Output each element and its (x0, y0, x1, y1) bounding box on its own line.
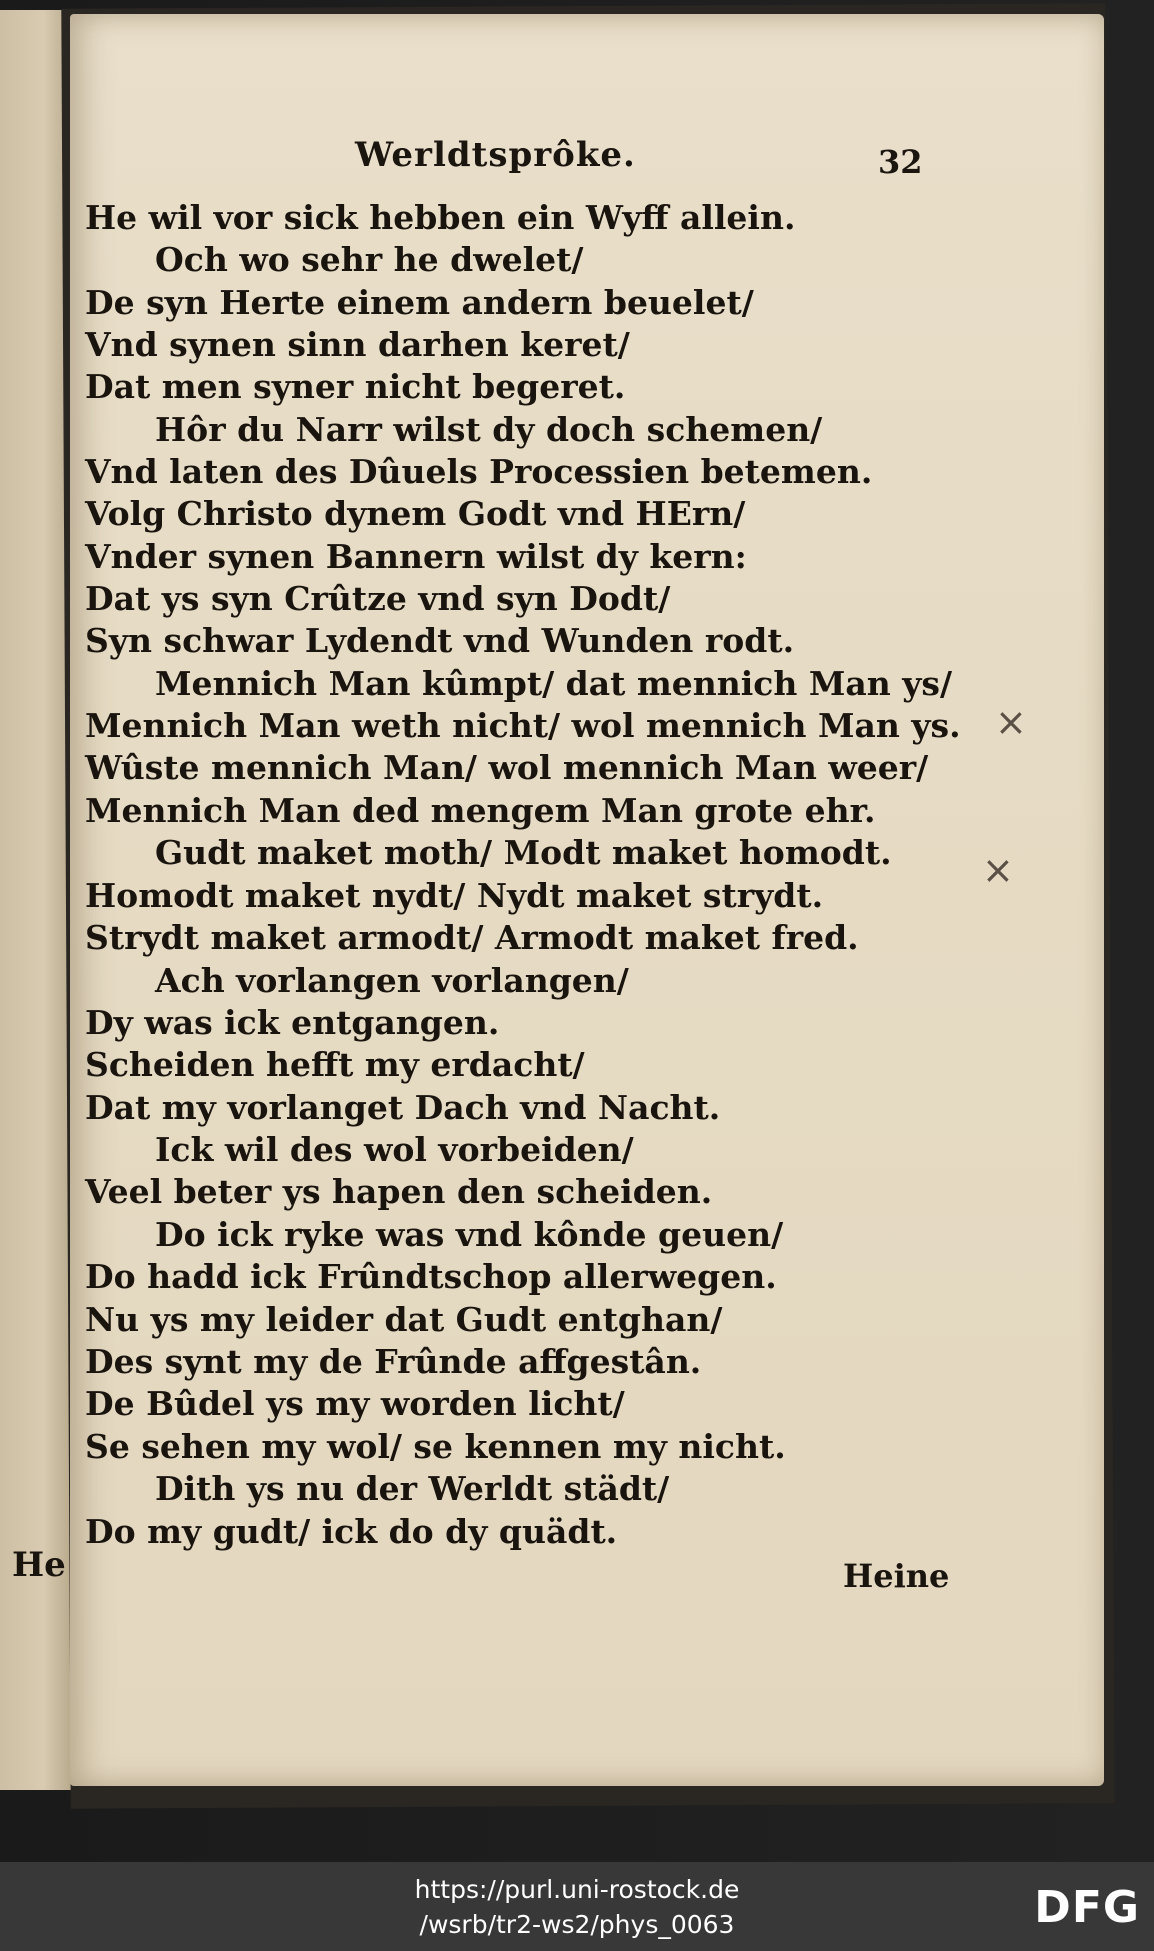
text-line: De syn Herte einem andern beuelet/ (85, 283, 754, 322)
text-line: Dith ys nu der Werldt städt/ (155, 1469, 670, 1508)
text-line: Des synt my de Frûnde affgestân. (85, 1342, 702, 1381)
text-line: Strydt maket armodt/ Armodt maket fred. (85, 918, 859, 957)
text-line: Vnd synen sinn darhen keret/ (85, 325, 630, 364)
text-line: Do ick ryke was vnd kônde geuen/ (155, 1215, 784, 1254)
text-line: Vnder synen Bannern wilst dy kern: (85, 537, 747, 576)
permalink-line-2[interactable]: /wsrb/tr2-ws2/phys_0063 (419, 1910, 735, 1939)
margin-mark: × (982, 848, 1014, 892)
permalink-line-1[interactable]: https://purl.uni-rostock.de (414, 1875, 740, 1904)
text-line: Mennich Man weth nicht/ wol mennich Man ys. (85, 706, 961, 745)
text-line: Scheiden hefft my erdacht/ (85, 1045, 585, 1084)
text-line: Dy was ick entgangen. (85, 1003, 500, 1042)
text-line: Dat men syner nicht begeret. (85, 367, 626, 406)
text-line: Nu ys my leider dat Gudt entghan/ (85, 1300, 723, 1339)
text-line: Ach vorlangen vorlangen/ (155, 961, 629, 1000)
text-line: Se sehen my wol/ se kennen my nicht. (85, 1427, 786, 1466)
catchword: Heine (843, 1557, 950, 1595)
permalink[interactable] (0, 1872, 1154, 1942)
text-line: Gudt maket moth/ Modt maket homodt. (155, 833, 892, 872)
text-line: De Bûdel ys my worden licht/ (85, 1384, 625, 1423)
text-line: Veel beter ys hapen den scheiden. (85, 1172, 713, 1211)
text-line: Do my gudt/ ick do dy quädt. (85, 1512, 618, 1551)
text-line: Dat ys syn Crûtze vnd syn Dodt/ (85, 579, 671, 618)
running-head: Werldtsprôke. (355, 135, 636, 175)
text-line: Syn schwar Lydendt vnd Wunden rodt. (85, 621, 795, 660)
dfg-logo: DFG (1034, 1882, 1140, 1933)
page-number: 32 (878, 143, 923, 181)
text-line: Dat my vorlanget Dach vnd Nacht. (85, 1088, 721, 1127)
text-line: Wûste mennich Man/ wol mennich Man weer/ (85, 748, 929, 787)
text-line: Ick wil des wol vorbeiden/ (155, 1130, 634, 1169)
text-line: He wil vor sick hebben ein Wyff allein. (85, 198, 796, 237)
text-line: Vnd laten des Dûuels Processien betemen. (85, 452, 873, 491)
text-line: Mennich Man ded mengem Man grote ehr. (85, 791, 876, 830)
text-line: Hôr du Narr wilst dy doch schemen/ (155, 410, 823, 449)
text-line: Volg Christo dynem Godt vnd HErn/ (85, 494, 746, 533)
text-line: Do hadd ick Frûndtschop allerwegen. (85, 1257, 777, 1296)
text-line: Mennich Man kûmpt/ dat mennich Man ys/ (155, 664, 953, 703)
text-line: Homodt maket nydt/ Nydt maket strydt. (85, 876, 824, 915)
text-line: Och wo sehr he dwelet/ (155, 240, 584, 279)
margin-mark: × (995, 700, 1027, 744)
left-page-fragment: He (12, 1545, 66, 1585)
footer-bar (0, 1862, 1154, 1951)
